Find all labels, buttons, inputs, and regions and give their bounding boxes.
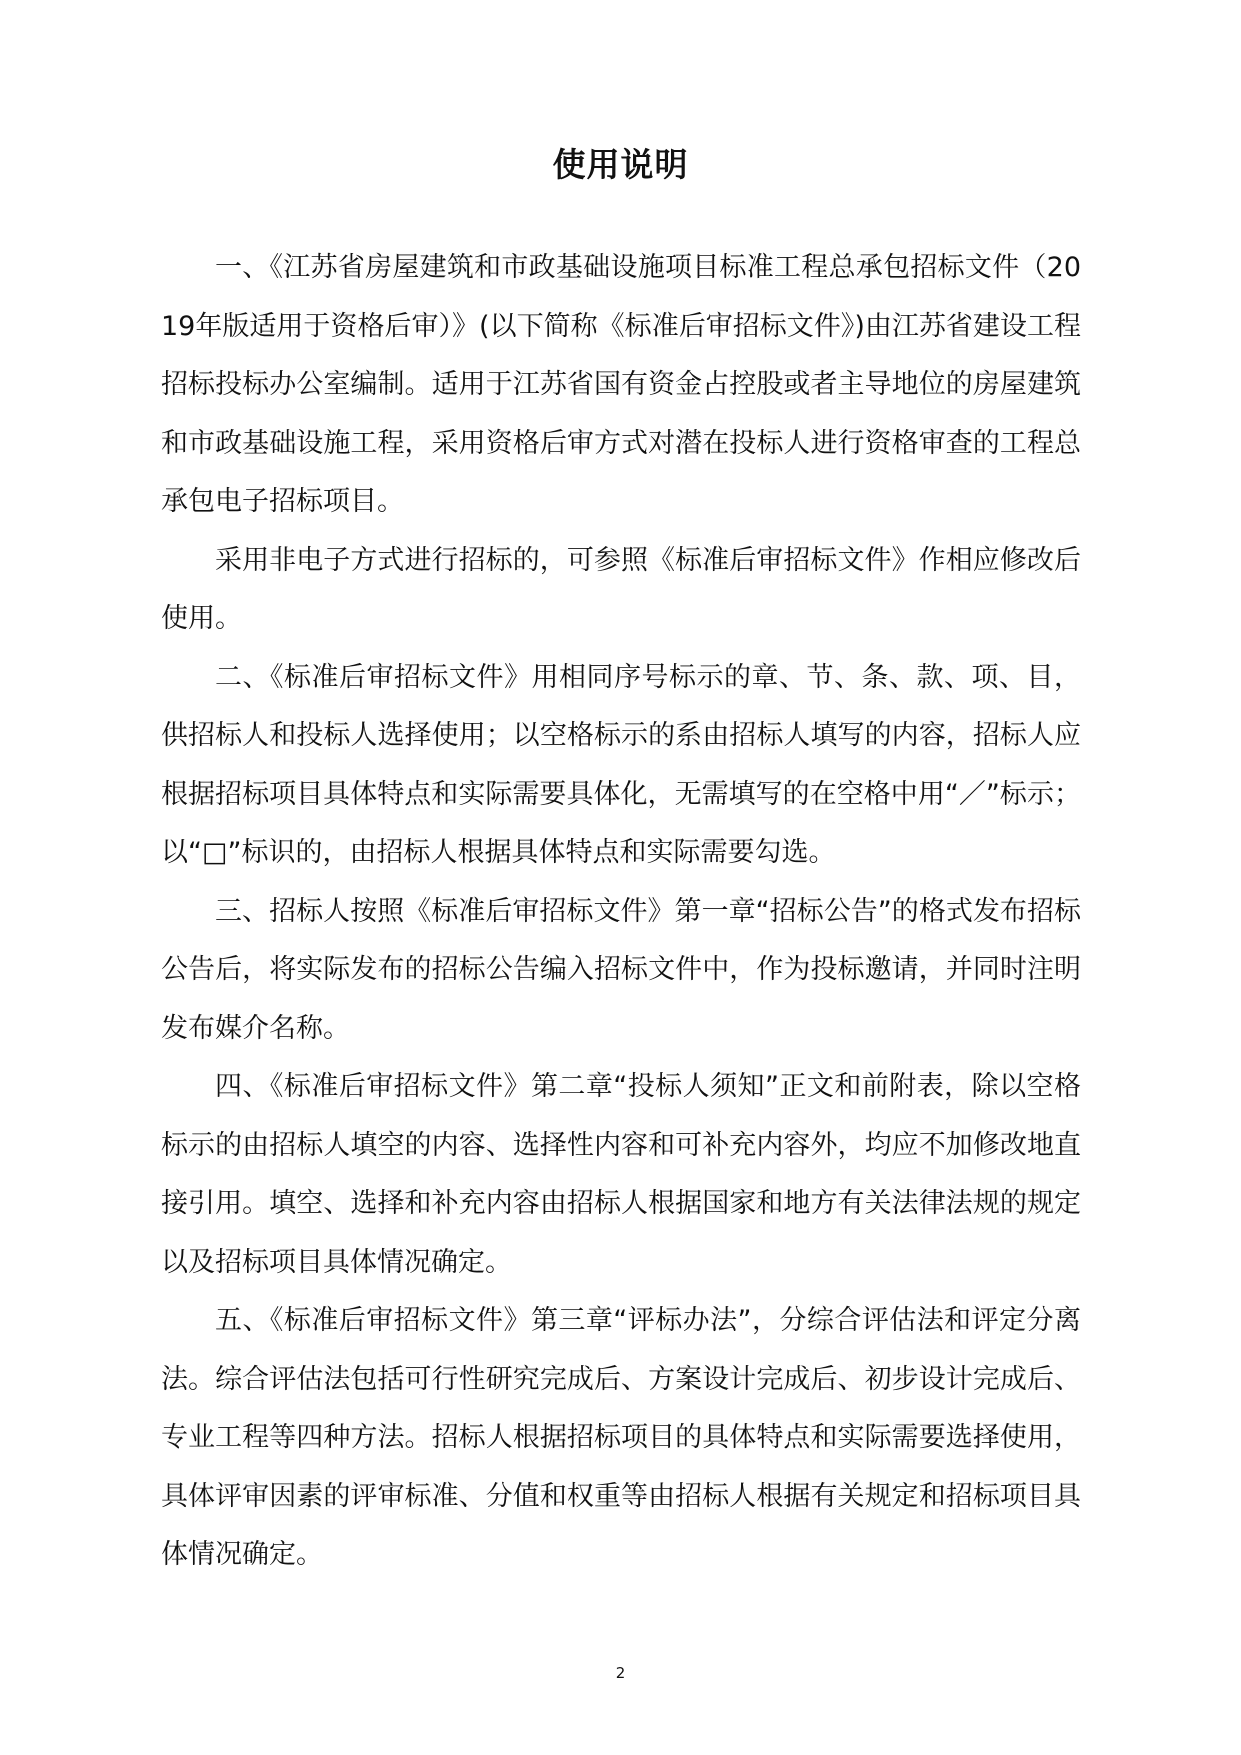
page-title: 使用说明 — [552, 145, 689, 184]
body-text — [161, 239, 1081, 1585]
paragraph-2: 采用非电子方式进行招标的，可参照《标准后审招标文件》作相应修改后使用。 — [161, 544, 1081, 634]
paragraph-4: 三、招标人按照《标准后审招标文件》第一章“招标公告”的格式发布招标公告后，将实际发布的招标公告编入招标文件中，作为投标邀请，并同时注明发布媒介名称。 — [161, 895, 1081, 1044]
page-number: 2 — [615, 1664, 626, 1682]
paragraph-3: 二、《标准后审招标文件》用相同序号标示的章、节、条、款、项、目，供招标人和投标人选择使用；以空格标示的系由招标人填写的内容，招标人应根据招标项目具体特点和实际需要具体化，无需填写的在空格中用“／”标示；以“□”标识的，由招标人根据具体特点和实际需要勾选。 — [161, 661, 1081, 868]
paragraph-5: 四、《标准后审招标文件》第二章“投标人须知”正文和前附表，除以空格标示的由招标人填空的内容、选择性内容和可补充内容外，均应不加修改地直接引用。填空、选择和补充内容由招标人根据国家和地方有关法律法规的规定以及招标项目具体情况确定。 — [161, 1071, 1081, 1278]
paragraph-1: 一、《江苏省房屋建筑和市政基础设施项目标准工程总承包招标文件（2019年版适用于资格后审）》(以下简称《标准后审招标文件》)由江苏省建设工程招标投标办公室编制。适用于江苏省国有资金占控股或者主导地位的房屋建筑和市政基础设施工程，采用资格后审方式对潜在投标人进行资格审查的工程总承包电子招标项目。 — [161, 252, 1081, 517]
paragraph-6: 五、《标准后审招标文件》第三章“评标办法”，分综合评估法和评定分离法。综合评估法包括可行性研究完成后、方案设计完成后、初步设计完成后、专业工程等四种方法。招标人根据招标项目的具体特点和实际需要选择使用，具体评审因素的评审标准、分值和权重等由招标人根据有关规定和招标项目具体情况确定。 — [161, 1305, 1081, 1570]
